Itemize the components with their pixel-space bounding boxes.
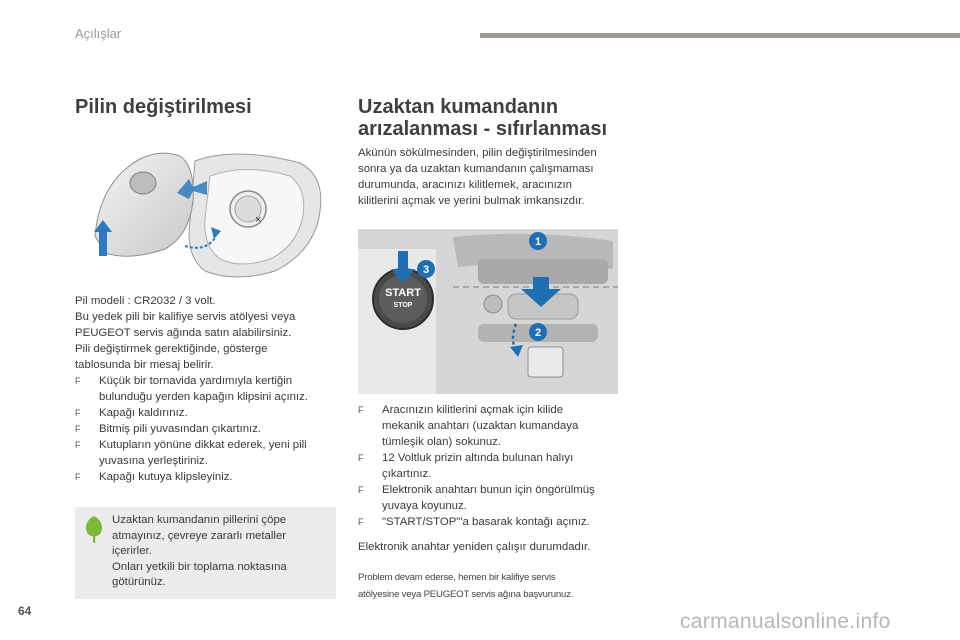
bullet-text: 12 Voltluk prizin altında bulunan halıyı: [382, 452, 574, 464]
remote-key-illustration: [85, 141, 331, 283]
page-number: 64: [18, 604, 32, 618]
list-item: [75, 437, 337, 469]
step-number-3: 3: [422, 264, 430, 276]
bullet-symbol: F: [75, 376, 81, 386]
dashboard-illustration: [358, 229, 618, 394]
intro-line: PEUGEOT servis ağında satın alabilirsiniz.: [75, 327, 292, 339]
bullet-text: Elektronik anahtarı bunun için öngörülmüş: [382, 484, 595, 496]
left-intro: [75, 293, 337, 485]
intro-line: Pili değiştirmek gerektiğinde, gösterge: [75, 343, 268, 355]
stop-text: STOP: [393, 302, 413, 309]
leaf-icon: [83, 514, 105, 544]
bullet-text: mekanik anahtarı (uzaktan kumandaya: [382, 420, 579, 432]
bullet-symbol: F: [358, 485, 364, 495]
note-line: Problem devam ederse, hemen bir kalifiye servis: [358, 572, 556, 583]
intro-line: Pil modeli : CR2032 / 3 volt.: [75, 295, 216, 307]
outro-text: Elektronik anahtar yeniden çalışır durumdadır.: [358, 541, 591, 553]
bullet-text: Küçük bir tornavida yardımıyla kertiğin: [99, 375, 293, 387]
heading-line: arızalanması - sıfırlanması: [358, 118, 608, 140]
watermark: carmanualsonline.info: [680, 610, 891, 633]
list-item: [75, 421, 337, 437]
note-line: atmayınız, çevreye zararlı metaller: [112, 529, 287, 542]
bullet-text: "START/STOP"'a basarak kontağı açınız.: [382, 516, 590, 528]
bullet-symbol: F: [75, 440, 81, 450]
right-heading: [358, 96, 607, 140]
right-steps: [358, 402, 633, 555]
step-number-1: 1: [534, 236, 542, 248]
bullet-text: yuvaya koyunuz.: [382, 500, 467, 512]
note-line: atölyesine veya PEUGEOT servis ağına başvurunuz.: [358, 589, 574, 600]
bullet-text: yuvasına yerleştiriniz.: [99, 455, 208, 467]
list-item: [358, 482, 633, 514]
bullet-text: Kapağı kaldırınız.: [99, 407, 188, 419]
intro-line: tablosunda bir mesaj belirir.: [75, 359, 214, 371]
header-accent-bar: [480, 33, 960, 38]
list-item: [75, 373, 337, 405]
section-title: Açılışlar: [75, 26, 122, 41]
bullet-symbol: F: [358, 517, 364, 527]
note-line: içerirler.: [112, 545, 152, 557]
list-item: [75, 405, 337, 421]
bullet-symbol: F: [358, 405, 364, 415]
right-intro: [358, 145, 633, 209]
note-line: götürünüz.: [112, 576, 166, 588]
intro-line: durumunda, aracınızı kilitlemek, aracınızın: [358, 179, 572, 191]
service-note: [358, 569, 628, 603]
note-line: Uzaktan kumandanın pillerini çöpe: [112, 514, 287, 526]
note-line: Onları yetkili bir toplama noktasına: [112, 560, 287, 573]
bullet-text: Aracınızın kilitlerini açmak için kilide: [382, 404, 564, 416]
bullet-text: tümleşik olan) sokunuz.: [382, 436, 502, 448]
intro-line: sonra ya da uzaktan kumandanın çalışmaması: [358, 163, 594, 175]
bullet-text: çıkartınız.: [382, 468, 432, 480]
list-item: [358, 450, 633, 482]
bullet-text: Bitmiş pili yuvasından çıkartınız.: [99, 423, 262, 435]
environment-note: [75, 507, 336, 599]
step-number-2: 2: [534, 327, 542, 339]
list-item: [358, 402, 633, 450]
note-text: [112, 513, 327, 591]
bullet-text: bulunduğu yerden kapağın klipsini açınız.: [99, 391, 308, 403]
intro-line: kilitlerini açmak ve yerini bulmak imkansızdır.: [358, 195, 585, 207]
heading-line: Uzaktan kumandanın: [358, 96, 559, 118]
bullet-text: Kutupların yönüne dikkat ederek, yeni pili: [99, 439, 307, 451]
intro-line: Bu yedek pili bir kalifiye servis atölyesi veya: [75, 311, 296, 323]
start-text: START: [385, 287, 421, 299]
battery-mark: ×: [255, 214, 262, 226]
intro-line: Akünün sökülmesinden, pilin değiştirilmesinden: [358, 147, 597, 159]
list-item: [75, 469, 337, 485]
list-item: [358, 514, 633, 530]
left-heading: Pilin değiştirilmesi: [75, 96, 252, 118]
bullet-symbol: F: [75, 408, 81, 418]
bullet-symbol: F: [75, 472, 81, 482]
bullet-symbol: F: [75, 424, 81, 434]
bullet-symbol: F: [358, 453, 364, 463]
bullet-text: Kapağı kutuya klipsleyiniz.: [99, 471, 233, 483]
